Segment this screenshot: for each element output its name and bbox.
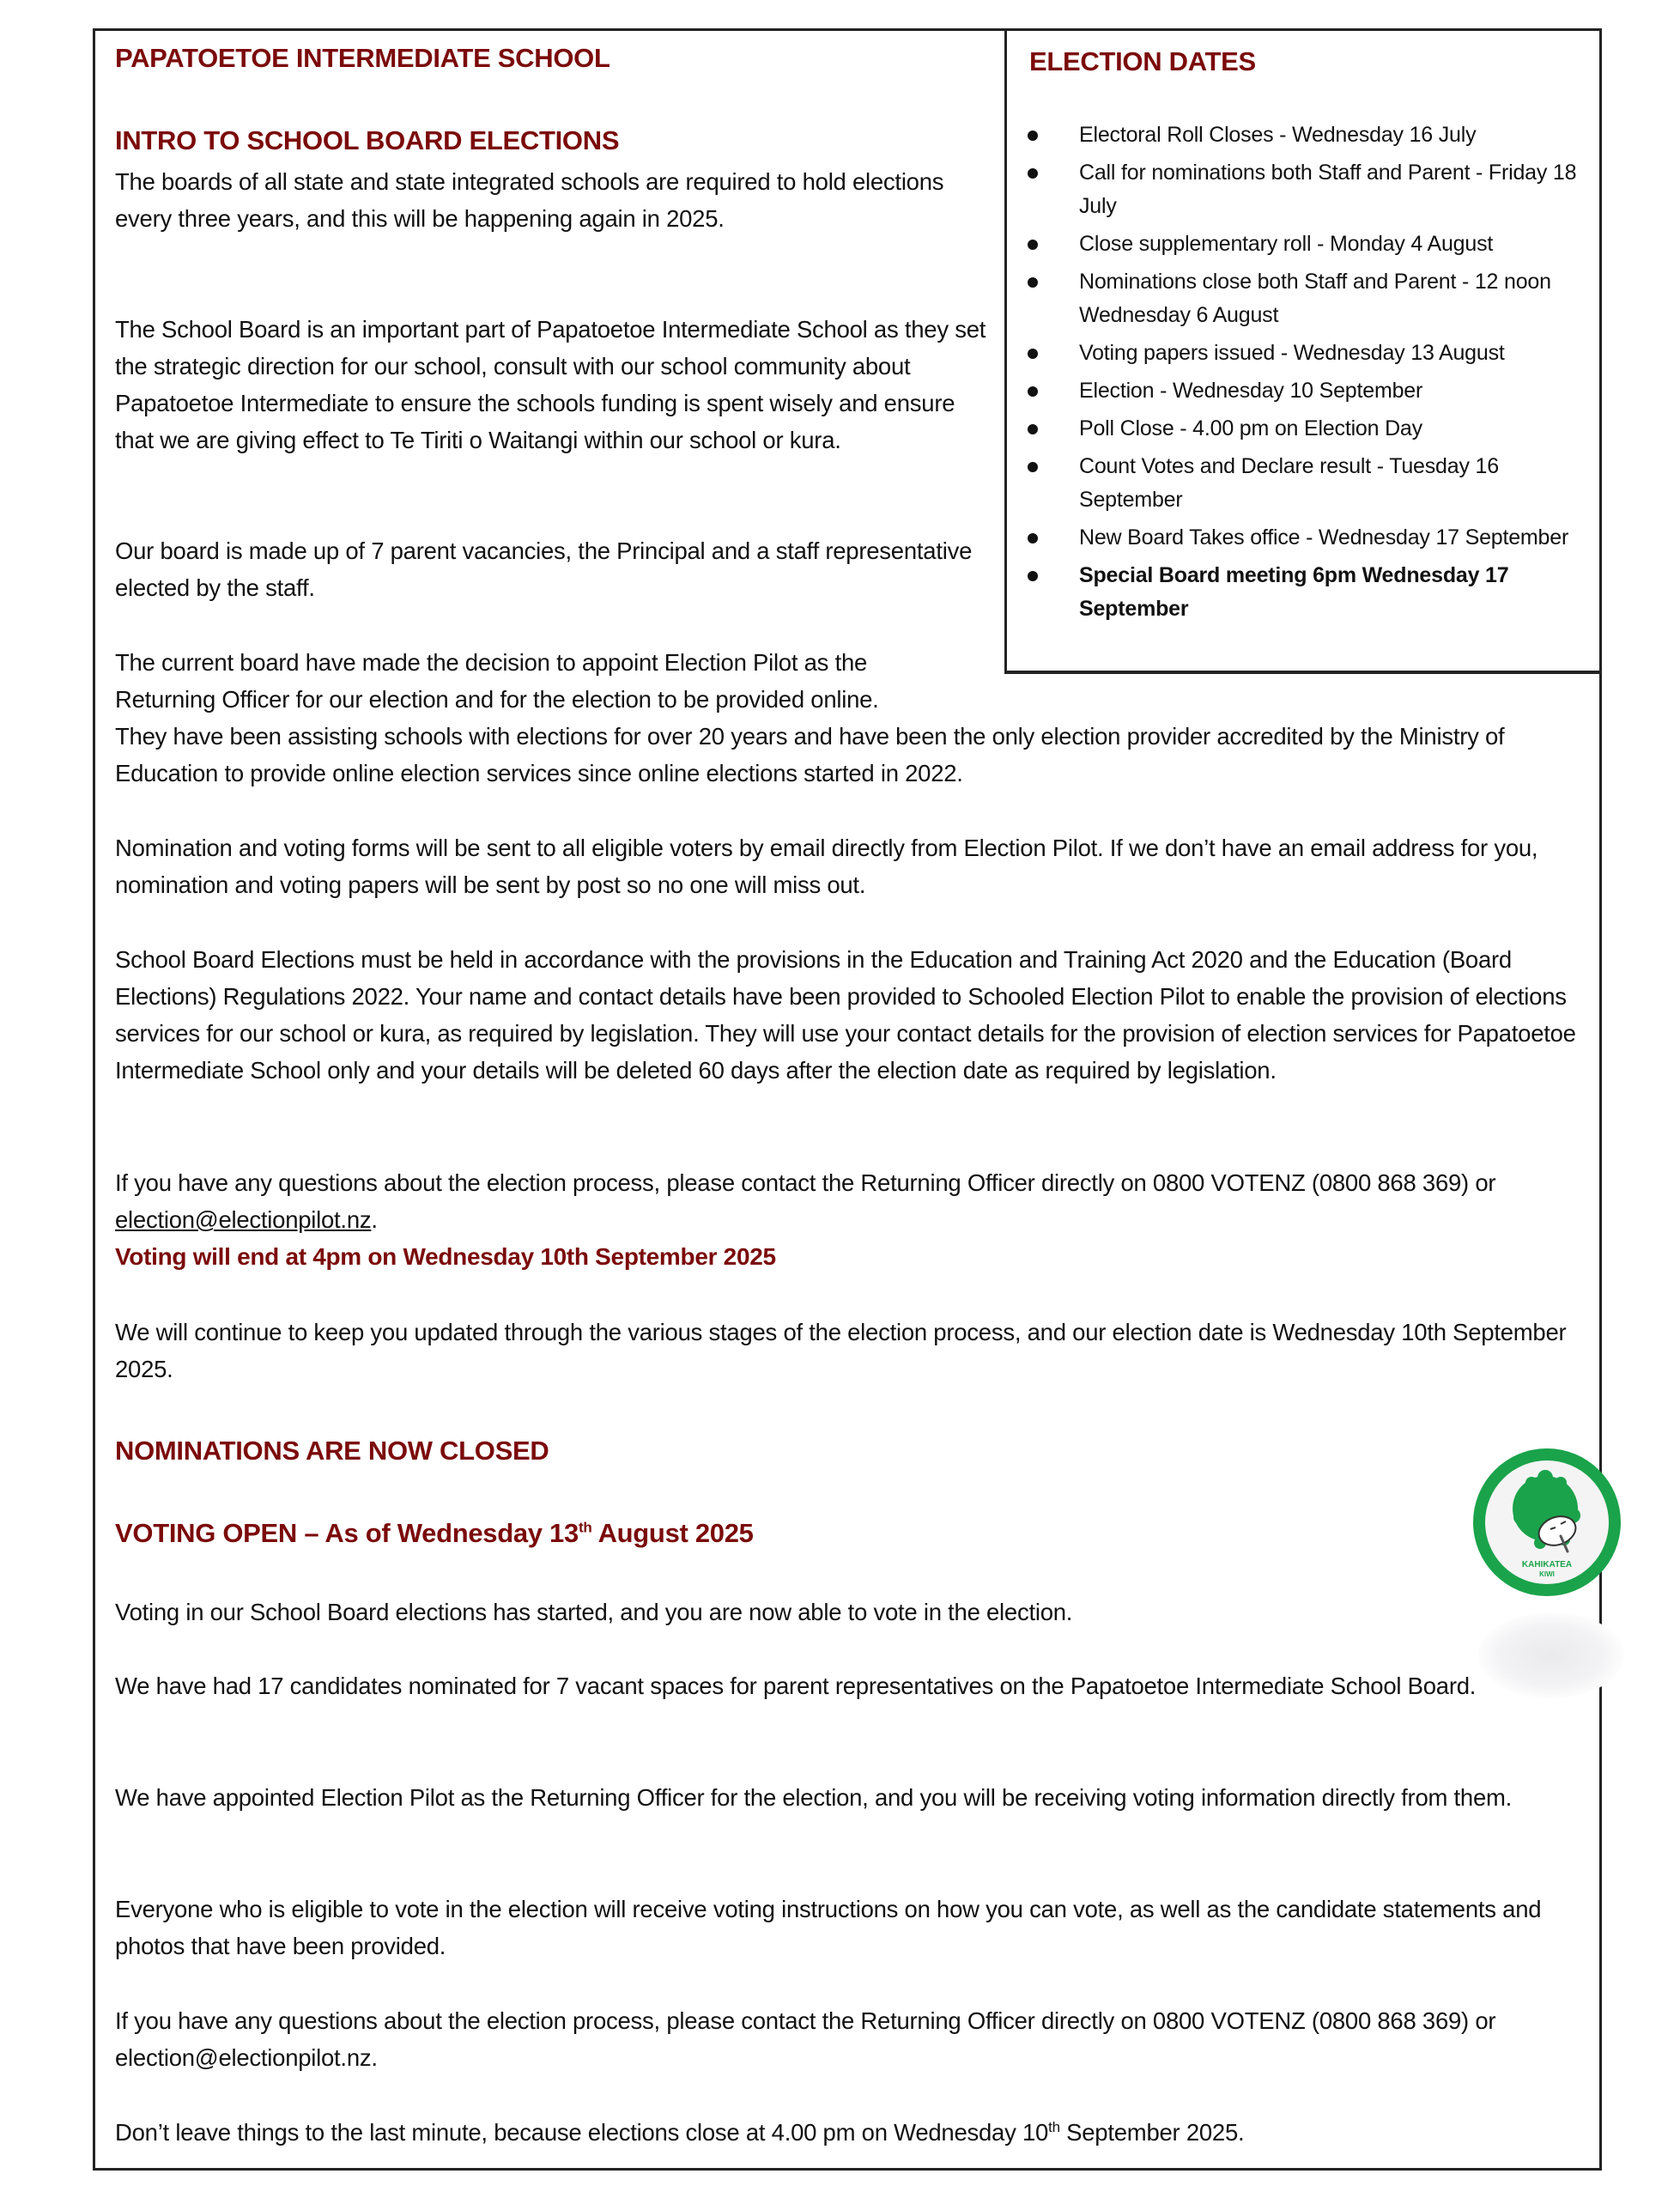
bullet-icon — [1028, 168, 1038, 179]
nominations-closed-heading: NOMINATIONS ARE NOW CLOSED — [115, 1436, 549, 1466]
list-item: Count Votes and Declare result - Tuesday 16 September — [1028, 450, 1586, 517]
bullet-icon — [1028, 240, 1038, 250]
intro-paragraph-7: If you have any questions about the election process, please contact the Returning Officer directly on 0800 VOTENZ (0800 868 369) or election@electionpilot.nz. — [115, 1169, 1496, 1233]
svg-text:KIWI: KIWI — [1539, 1570, 1555, 1578]
kahikatea-kiwi-logo — [1471, 1447, 1622, 1598]
voting-paragraph-3: We have appointed Election Pilot as the Returning Officer for the election, and you will be receiving voting information directly from them. — [115, 1784, 1513, 1811]
kiwi-badge-icon — [1471, 1447, 1622, 1598]
list-item: Electoral Roll Closes - Wednesday 16 July — [1028, 118, 1586, 152]
bullet-icon — [1028, 131, 1038, 141]
list-item: Election - Wednesday 10 September — [1028, 374, 1586, 408]
election-dates-title: ELECTION DATES — [1029, 46, 1256, 76]
svg-text:KAHIKATEA: KAHIKATEA — [1521, 1560, 1573, 1570]
intro-paragraph-3: Our board is made up of 7 parent vacancies, the Principal and a staff representative elected by the staff. — [115, 537, 973, 601]
voting-paragraph-4: Everyone who is eligible to vote in the election will receive voting instructions on how you can vote, as well as the candidate statements and photos that have been provided. — [115, 1896, 1542, 1959]
list-item: New Board Takes office - Wednesday 17 September — [1028, 521, 1586, 555]
voting-paragraph-2: We have had 17 candidates nominated for 7 vacant spaces for parent representatives on the Papatoetoe Intermediate School Board. — [115, 1673, 1477, 1699]
school-title: PAPATOETOE INTERMEDIATE SCHOOL — [115, 43, 610, 73]
intro-paragraph-2: The School Board is an important part of Papatoetoe Intermediate School as they set the strategic direction for our school, consult with our school community about Papatoetoe Intermediate to ensure the schools funding is spent wisely and ensure that we are giving effect to Te Tiriti o Waitangi within our school or kura. — [115, 316, 986, 453]
intro-paragraph-8: We will continue to keep you updated through the various stages of the election process, and our election date is Wednesday 10th September 2025. — [115, 1319, 1567, 1382]
voting-open-heading: VOTING OPEN – As of Wednesday 13th August 2025 — [115, 1518, 754, 1548]
intro-paragraph-6: School Board Elections must be held in accordance with the provisions in the Education and Training Act 2020 and the Education (Board Elections) Regulations 2022. Your name and contact details have been provided to Schooled Election Pilot to enable the provision of elections services for our school or kura, as required by legislation. They will use your contact details for the provision of election services for Papatoetoe Intermediate School only and your details will be deleted 60 days after the election date as required by legislation. — [115, 946, 1576, 1084]
bullet-icon — [1028, 424, 1038, 434]
list-item: Special Board meeting 6pm Wednesday 17 September — [1028, 559, 1586, 626]
voting-paragraph-6: Don’t leave things to the last minute, because elections close at 4.00 pm on Wednesday 10th September 2025. — [115, 2118, 1245, 2146]
list-item: Close supplementary roll - Monday 4 August — [1028, 228, 1586, 261]
bullet-icon — [1028, 533, 1038, 543]
intro-paragraph-5: Nomination and voting forms will be sent to all eligible voters by email directly from Election Pilot. If we don’t have an email address for you, nomination and voting papers will be sent by post so no one will miss out. — [115, 835, 1538, 898]
bullet-icon — [1028, 349, 1038, 359]
bullet-icon — [1028, 386, 1038, 397]
intro-paragraph-1: The boards of all state and state integrated schools are required to hold elections every three years, and this will be happening again in 2025. — [115, 168, 944, 232]
email-link[interactable]: election@electionpilot.nz — [115, 1206, 372, 1233]
list-item: Call for nominations both Staff and Parent - Friday 18 July — [1028, 156, 1586, 223]
list-item: Poll Close - 4.00 pm on Election Day — [1028, 412, 1586, 446]
bullet-icon — [1028, 571, 1038, 581]
voting-paragraph-5: If you have any questions about the election process, please contact the Returning Officer directly on 0800 VOTENZ (0800 868 369) or election@electionpilot.nz. — [115, 2007, 1496, 2071]
election-dates-list — [1028, 118, 1586, 630]
list-item: Nominations close both Staff and Parent - 12 noon Wednesday 6 August — [1028, 265, 1586, 332]
voting-end-notice: Voting will end at 4pm on Wednesday 10th September 2025 — [115, 1243, 776, 1270]
logo-shadow — [1478, 1612, 1624, 1698]
bullet-icon — [1028, 277, 1038, 288]
voting-paragraph-1: Voting in our School Board elections has started, and you are now able to vote in the election. — [115, 1599, 1073, 1625]
intro-heading: INTRO TO SCHOOL BOARD ELECTIONS — [115, 125, 620, 155]
list-item: Voting papers issued - Wednesday 13 August — [1028, 337, 1586, 370]
intro-paragraph-4: The current board have made the decision to appoint Election Pilot as the Returning Officer for our election and for the election to be provided online. They have been assisting schools with elections for over 20 years and have been the only election provider accredited by the Ministry of Education to provide online election services since online elections started in 2022. — [115, 649, 1505, 786]
election-dates-box — [1004, 28, 1602, 674]
bullet-icon — [1028, 462, 1038, 472]
